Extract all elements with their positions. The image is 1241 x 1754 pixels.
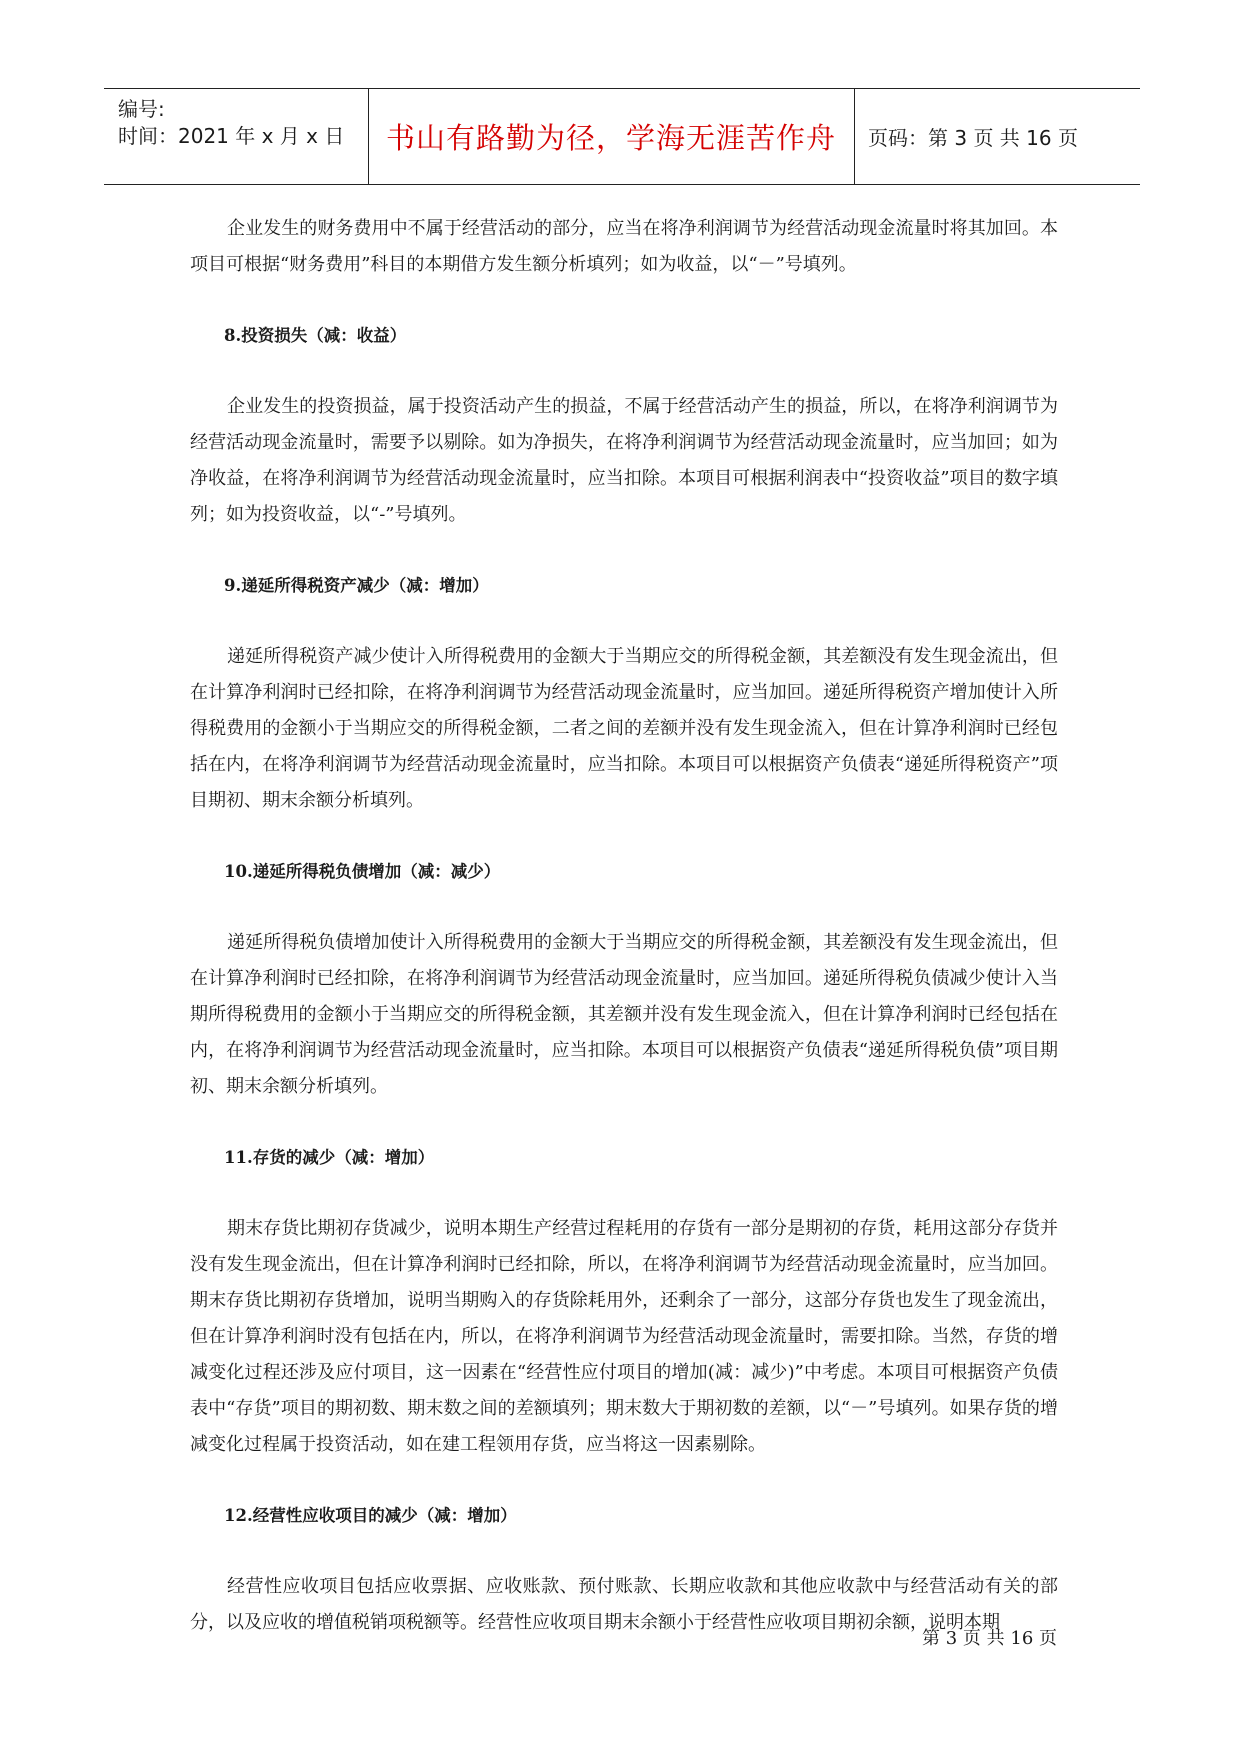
document-body	[190, 211, 1058, 1676]
section-heading-12: 12.经营性应收项目的减少（减：增加）	[224, 1506, 517, 1525]
header-page-cell	[856, 89, 1140, 184]
document-number-label: 编号:	[118, 97, 165, 121]
header-page-info: 页码：第 3 页 共 16 页	[868, 126, 1078, 150]
section-heading-11: 11.存货的减少（减：增加）	[224, 1148, 435, 1167]
paragraph-deferred-tax-asset: 递延所得税资产减少使计入所得税费用的金额大于当期应交的所得税金额，其差额没有发生现金流出，但在计算净利润时已经扣除，在将净利润调节为经营活动现金流量时，应当加回。递延所得税资产增加使计入所得税费用的金额小于当期应交的所得税金额，二者之间的差额并没有发生现金流入，但在计算净利润时已经包括在内，在将净利润调节为经营活动现金流量时，应当扣除。本项目可以根据资产负债表“递延所得税资产”项目期初、期末余额分析填列。	[190, 646, 1058, 811]
header-meta-cell	[104, 89, 369, 184]
paragraph-inventory: 期末存货比期初存货减少，说明本期生产经营过程耗用的存货有一部分是期初的存货，耗用这部分存货并没有发生现金流出，但在计算净利润时已经扣除，所以，在将净利润调节为经营活动现金流量时，应当加回。期末存货比期初存货增加，说明当期购入的存货除耗用外，还剩余了一部分，这部分存货也发生了现金流出，但在计算净利润时没有包括在内，所以，在将净利润调节为经营活动现金流量时，需要扣除。当然，存货的增减变化过程还涉及应付项目，这一因素在“经营性应付项目的增加(减：减少)”中考虑。本项目可根据资产负债表中“存货”项目的期初数、期末数之间的差额填列；期末数大于期初数的差额，以“－”号填列。如果存货的增减变化过程属于投资活动，如在建工程领用存货，应当将这一因素剔除。	[190, 1218, 1058, 1455]
paragraph-financial-expense: 企业发生的财务费用中不属于经营活动的部分，应当在将净利润调节为经营活动现金流量时将其加回。本项目可根据“财务费用”科目的本期借方发生额分析填列；如为收益，以“－”号填列。	[190, 218, 1058, 275]
section-heading-10: 10.递延所得税负债增加（减：减少）	[224, 862, 501, 881]
section-heading-9: 9.递延所得税资产减少（减：增加）	[224, 576, 489, 595]
header-motto-cell	[368, 89, 855, 184]
paragraph-operating-receivables: 经营性应收项目包括应收票据、应收账款、预付账款、长期应收款和其他应收款中与经营活动有关的部分，以及应收的增值税销项税额等。经营性应收项目期末余额小于经营性应收项目期初余额，说明本期	[190, 1576, 1058, 1633]
document-time: 时间：2021 年 x 月 x 日	[118, 124, 345, 148]
motto: 书山有路勤为径，学海无涯苦作舟	[385, 121, 836, 155]
paragraph-investment-loss: 企业发生的投资损益，属于投资活动产生的损益，不属于经营活动产生的损益，所以，在将净利润调节为经营活动现金流量时，需要予以剔除。如为净损失，在将净利润调节为经营活动现金流量时，应当加回；如为净收益，在将净利润调节为经营活动现金流量时，应当扣除。本项目可根据利润表中“投资收益”项目的数字填列；如为投资收益，以“-”号填列。	[190, 396, 1058, 525]
page-header	[104, 88, 1140, 185]
page-footer: 第 3 页 共 16 页	[922, 1628, 1057, 1649]
section-heading-8: 8.投资损失（减：收益）	[224, 326, 407, 345]
paragraph-deferred-tax-liability: 递延所得税负债增加使计入所得税费用的金额大于当期应交的所得税金额，其差额没有发生现金流出，但在计算净利润时已经扣除，在将净利润调节为经营活动现金流量时，应当加回。递延所得税负债减少使计入当期所得税费用的金额小于当期应交的所得税金额，其差额并没有发生现金流入，但在计算净利润时已经包括在内，在将净利润调节为经营活动现金流量时，应当扣除。本项目可以根据资产负债表“递延所得税负债”项目期初、期末余额分析填列。	[190, 932, 1058, 1097]
